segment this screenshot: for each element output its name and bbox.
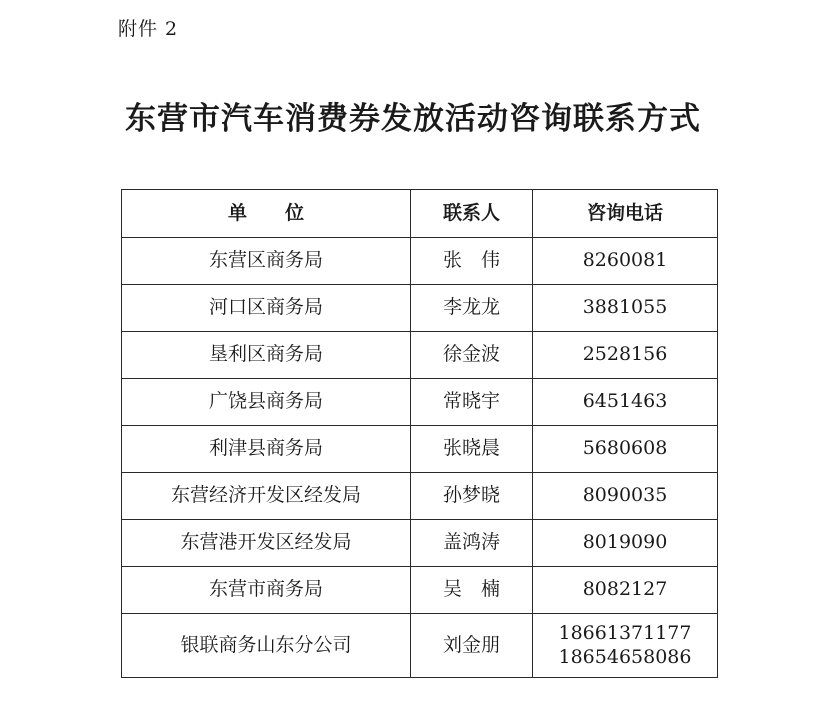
table-row bbox=[122, 614, 718, 678]
phone-line-2: 18654658086 bbox=[558, 645, 692, 668]
cell-unit: 垦利区商务局 bbox=[122, 332, 411, 379]
table-row bbox=[122, 567, 718, 614]
table-row bbox=[122, 426, 718, 473]
table-row bbox=[122, 285, 718, 332]
cell-phone: 8019090 bbox=[533, 520, 718, 567]
cell-contact-person: 徐金波 bbox=[411, 332, 533, 379]
cell-contact-person: 吴 楠 bbox=[411, 567, 533, 614]
cell-phone: 8082127 bbox=[533, 567, 718, 614]
cell-unit: 河口区商务局 bbox=[122, 285, 411, 332]
cell-contact-person: 常晓宇 bbox=[411, 379, 533, 426]
cell-unit: 东营区商务局 bbox=[122, 238, 411, 285]
table-row bbox=[122, 332, 718, 379]
cell-unit: 利津县商务局 bbox=[122, 426, 411, 473]
cell-contact-person: 张晓晨 bbox=[411, 426, 533, 473]
cell-contact-person: 李龙龙 bbox=[411, 285, 533, 332]
table-row bbox=[122, 473, 718, 520]
cell-unit: 银联商务山东分公司 bbox=[122, 614, 411, 678]
header-unit: 单 位 bbox=[122, 190, 411, 238]
header-phone: 咨询电话 bbox=[533, 190, 718, 238]
cell-phone: 6451463 bbox=[533, 379, 718, 426]
phone-line-1: 18661371177 bbox=[558, 621, 692, 644]
cell-unit: 广饶县商务局 bbox=[122, 379, 411, 426]
cell-phone: 3881055 bbox=[533, 285, 718, 332]
cell-phone: 8090035 bbox=[533, 473, 718, 520]
cell-phone bbox=[533, 614, 718, 678]
document-title: 东营市汽车消费券发放活动咨询联系方式 bbox=[125, 101, 701, 137]
cell-phone: 2528156 bbox=[533, 332, 718, 379]
table-row bbox=[122, 379, 718, 426]
attachment-label: 附件 2 bbox=[118, 18, 179, 40]
cell-contact-person: 张 伟 bbox=[411, 238, 533, 285]
cell-contact-person: 刘金朋 bbox=[411, 614, 533, 678]
cell-contact-person: 孙梦晓 bbox=[411, 473, 533, 520]
table-header-row bbox=[122, 190, 718, 238]
contact-table bbox=[121, 189, 718, 678]
cell-unit: 东营市商务局 bbox=[122, 567, 411, 614]
table-row bbox=[122, 238, 718, 285]
cell-unit: 东营经济开发区经发局 bbox=[122, 473, 411, 520]
cell-contact-person: 盖鸿涛 bbox=[411, 520, 533, 567]
cell-phone: 8260081 bbox=[533, 238, 718, 285]
table-row bbox=[122, 520, 718, 567]
cell-phone: 5680608 bbox=[533, 426, 718, 473]
header-contact-person: 联系人 bbox=[411, 190, 533, 238]
cell-unit: 东营港开发区经发局 bbox=[122, 520, 411, 567]
